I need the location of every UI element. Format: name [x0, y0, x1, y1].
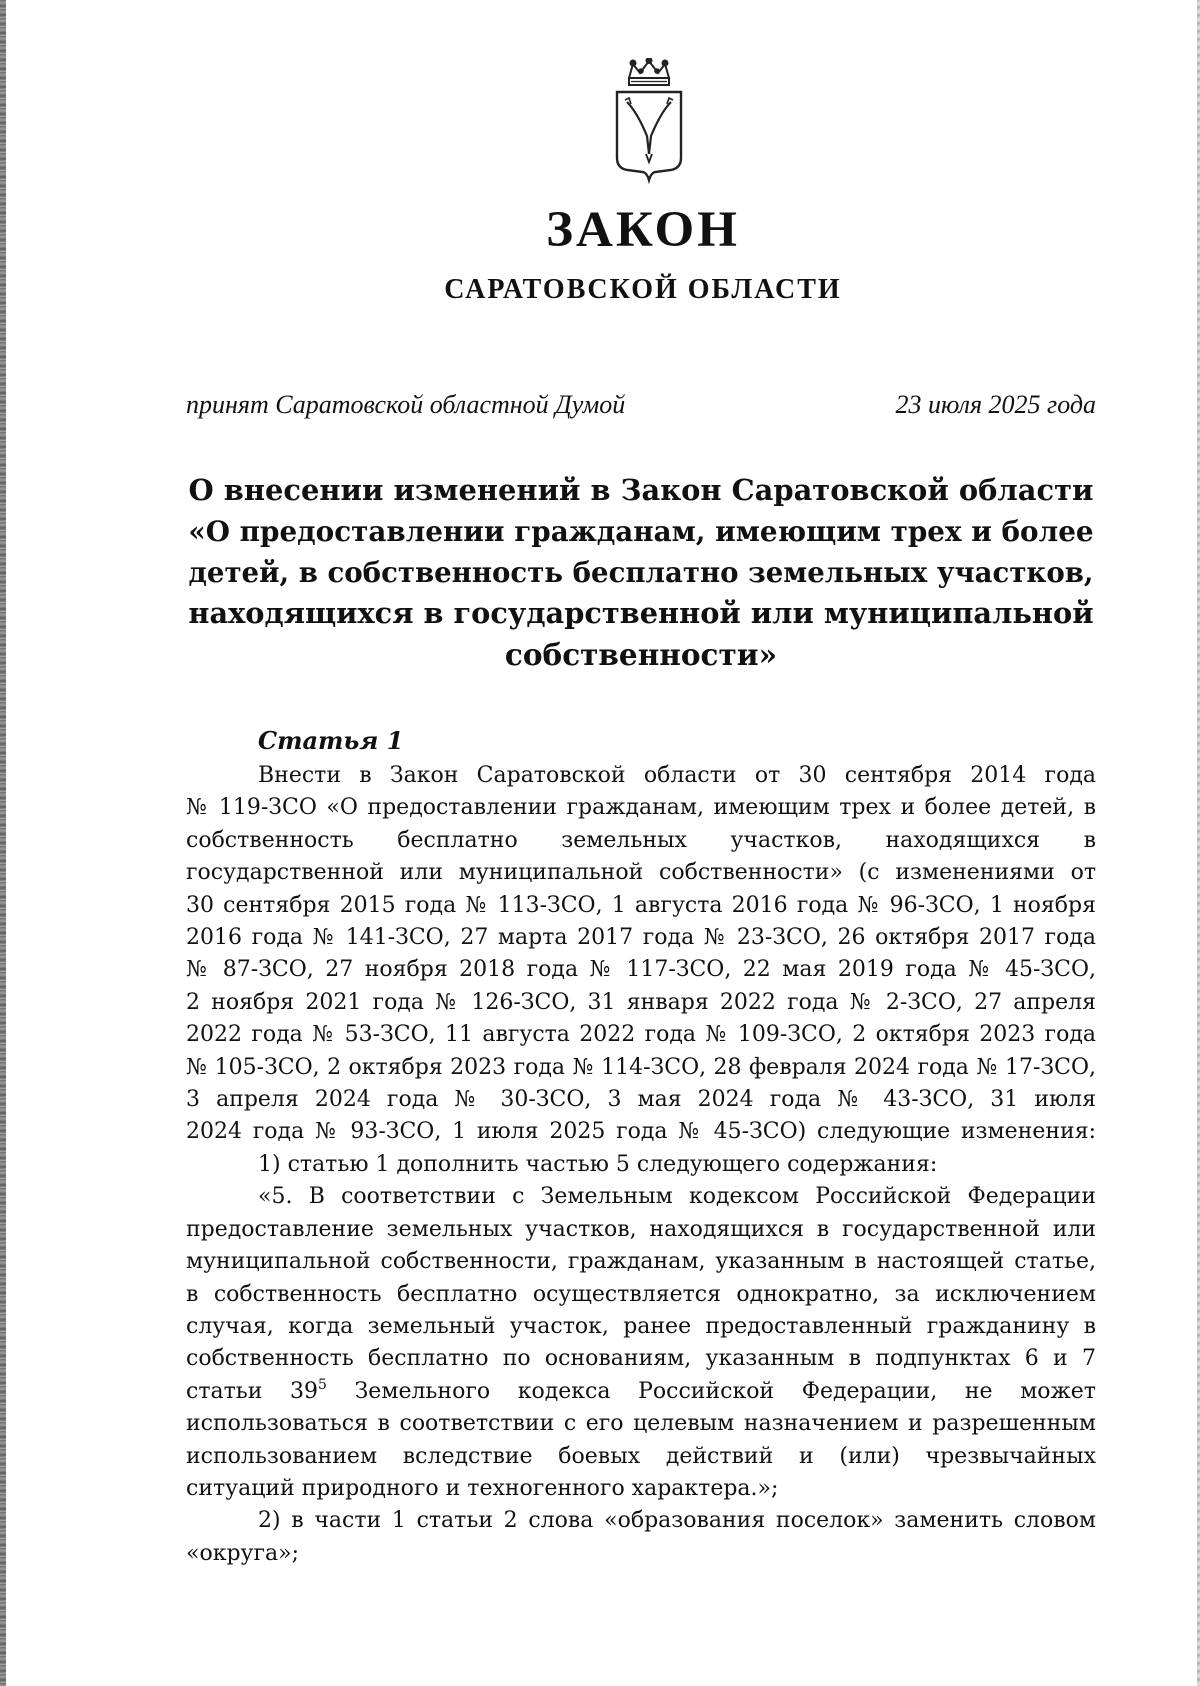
quote-text: Земельного кодекса Российской Федерации, не может	[326, 1378, 1096, 1404]
quote-text: статьи 39	[186, 1378, 319, 1404]
quote-line: использованием вследствие боевых действий и (или) чрезвычайных	[186, 1443, 1096, 1469]
quote-line: предоставление земельных участков, находящихся в государственной или	[186, 1216, 1096, 1242]
quote-line: муниципальной собственности, гражданам, указанным в настоящей статье,	[186, 1249, 1096, 1275]
law-subtitle: САРАТОВСКОЙ ОБЛАСТИ	[444, 274, 842, 305]
adoption-authority: принят Саратовской областной Думой	[186, 390, 626, 419]
body-line: 2024 года № 93-ЗСО, 1 июля 2025 года № 45-ЗСО) следующие изменения:	[186, 1119, 1096, 1145]
heading-line: «О предоставлении гражданам, имеющим трех и более	[188, 515, 1094, 548]
heading-line: детей, в собственность бесплатно земельных участков,	[188, 556, 1094, 589]
body-line: 3 апреля 2024 года № 30-ЗСО, 3 мая 2024 года № 43-ЗСО, 31 июля	[186, 1087, 1096, 1113]
body-line: № 87-ЗСО, 27 ноября 2018 года № 117-ЗСО, 22 мая 2019 года № 45-ЗСО,	[186, 957, 1096, 983]
amendment-item-2: 2) в части 1 статьи 2 слова «образования поселок» заменить словом	[258, 1508, 1096, 1534]
article-title: Статья 1	[258, 726, 404, 755]
quote-line: «5. В соответствии с Земельным кодексом Российской Федерации	[258, 1184, 1096, 1210]
amendment-item-2-cont: «округа»;	[186, 1540, 299, 1566]
quote-line: собственность бесплатно по основаниям, указанным в подпунктах 6 и 7	[186, 1346, 1096, 1372]
article-body	[186, 760, 1096, 1570]
quote-line: в собственность бесплатно осуществляется однократно, за исключением	[186, 1281, 1096, 1307]
body-line: 2022 года № 53-ЗСО, 11 августа 2022 года № 109-ЗСО, 2 октября 2023 года	[186, 1022, 1096, 1048]
body-line: 2 ноября 2021 года № 126-ЗСО, 31 января 2022 года № 2-ЗСО, 27 апреля	[186, 989, 1096, 1015]
scan-left-edge	[0, 0, 6, 1686]
document-page	[186, 0, 1096, 1686]
law-title: ЗАКОН	[546, 202, 740, 258]
heading-line: О внесении изменений в Закон Саратовской области	[188, 473, 1094, 507]
heading-line: находящихся в государственной или муниципальной	[188, 596, 1094, 630]
body-line: 30 сентября 2015 года № 113-ЗСО, 1 августа 2016 года № 96-ЗСО, 1 ноября	[186, 892, 1096, 918]
heading-line: собственности»	[504, 637, 778, 672]
body-line: № 105-ЗСО, 2 октября 2023 года № 114-ЗСО, 28 февраля 2024 года № 17-ЗСО,	[186, 1054, 1096, 1080]
quote-line-superscript	[186, 1376, 1096, 1408]
quote-line: использоваться в соответствии с его целевым назначением и разрешенным	[186, 1411, 1096, 1437]
adoption-date: 23 июля 2025 года	[895, 390, 1096, 419]
body-line: 2016 года № 141-ЗСО, 27 марта 2017 года № 23-ЗСО, 26 октября 2017 года	[186, 925, 1096, 951]
body-line: Внести в Закон Саратовской области от 30 сентября 2014 года	[258, 763, 1096, 788]
document-heading	[186, 470, 1096, 675]
amendment-item-1: 1) статью 1 дополнить частью 5 следующего содержания:	[258, 1151, 938, 1177]
body-line: собственность бесплатно земельных участков, находящихся в	[186, 827, 1096, 853]
superscript-number: 5	[318, 1376, 327, 1393]
quote-line: ситуаций природного и техногенного характера.»;	[186, 1475, 779, 1501]
body-line: № 119-ЗСО «О предоставлении гражданам, имеющим трех и более детей, в	[186, 795, 1096, 821]
quote-line: случая, когда земельный участок, ранее предоставленный гражданину в	[186, 1313, 1096, 1339]
coat-of-arms-icon	[613, 58, 685, 184]
body-line: государственной или муниципальной собственности» (с изменениями от	[186, 860, 1096, 886]
